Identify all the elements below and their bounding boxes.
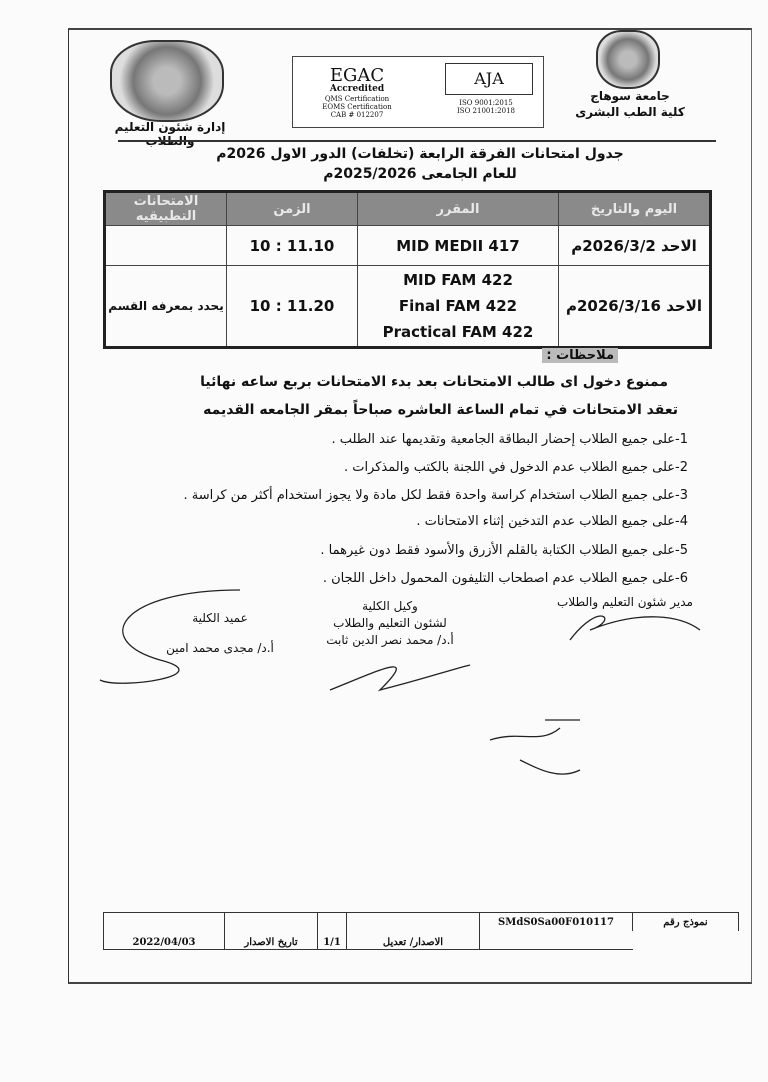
header-practical: الامتحانات التطبيقيه [105, 192, 227, 226]
issue-date: 2022/04/03 [104, 913, 225, 950]
vice-dean-title: وكيل الكلية [362, 599, 418, 613]
egac-line: QMS Certification [324, 95, 390, 103]
note-item: 4-على جميع الطلاب عدم التدخين إثناء الامتحانات . [416, 514, 688, 529]
version-label: الاصدار/ تعديل [347, 913, 480, 950]
form-number-label: نموذج رقم [633, 913, 739, 932]
egac-accredited: Accredited [329, 84, 385, 94]
note-item: 2-على جميع الطلاب عدم الدخول في اللجنة بالكتب والمذكرات . [343, 460, 688, 475]
header-course: المقرر [358, 192, 559, 226]
dean-title: عميد الكلية [192, 611, 248, 625]
department-name: إدارة شئون التعليم [114, 120, 226, 134]
cell-time: 10 : 11.20 [227, 266, 358, 348]
vice-dean-subtitle: لشئون التعليم والطلاب [333, 616, 447, 630]
form-info-table [103, 912, 739, 950]
dean-name: أ.د/ مجدى محمد امين [166, 641, 274, 655]
vice-dean-signature [330, 665, 470, 690]
page-title: جدول امتحانات الفرقة الرابعة (تخلفات) الدور الاول 2026م [216, 146, 624, 162]
cell-practical: يحدد بمعرفه القسم [105, 266, 227, 348]
director-title: مدير شئون التعليم والطلاب [557, 595, 693, 609]
aja-logo: AJA [445, 63, 533, 95]
notes-label: ملاحظات : [542, 348, 618, 363]
note-intro: ممنوع دخول اى طالب الامتحانات بعد بدء الامتحانات بربع ساعه نهائيا [200, 374, 668, 390]
cell-date: الاحد 2026/3/2م [559, 226, 711, 266]
dean-signature [100, 590, 240, 683]
form-number: SMdS0Sa00F010117 [480, 913, 633, 932]
header-date: اليوم والتاريخ [559, 192, 711, 226]
header-time: الزمن [227, 192, 358, 226]
faculty-name: كلية الطب البشرى [575, 105, 685, 119]
egac-logo: EGAC [329, 65, 385, 86]
director-signature [570, 616, 700, 640]
course: MID FAM 422 [403, 271, 513, 289]
cell-date: الاحد 2026/3/16م [559, 266, 711, 348]
note-item: 6-على جميع الطلاب عدم اصطحاب التليفون المحمول داخل اللجان . [322, 571, 688, 586]
course: MID MEDII 417 [396, 236, 520, 255]
aja-line: ISO 9001:2015 [459, 99, 513, 107]
vice-dean-name: أ.د/ محمد نصر الدين ثابت [326, 633, 454, 647]
note-intro: تعقد الامتحانات في تمام الساعة العاشره صباحاً بمقر الجامعه القديمه [203, 402, 678, 418]
aja-line: ISO 21001:2018 [457, 107, 515, 115]
university-name: جامعة سوهاج [590, 89, 670, 103]
page-subtitle: للعام الجامعى 2025/2026م [323, 166, 517, 182]
handwritten-note [490, 720, 580, 774]
note-item: 3-على جميع الطلاب استخدام كراسة واحدة فقط لكل مادة ولا يجوز استخدام أكثر من كراسة . [183, 488, 688, 503]
note-item: 1-على جميع الطلاب إحضار البطاقة الجامعية وتقديمها عند الطلب . [331, 432, 688, 447]
note-item: 5-على جميع الطلاب الكتابة بالقلم الأزرق والأسود فقط دون غيرهما . [320, 543, 688, 558]
egac-line: EOMS Certification [322, 103, 392, 111]
cell-time: 10 : 11.10 [227, 226, 358, 266]
course: Practical FAM 422 [382, 323, 534, 341]
course: Final FAM 422 [398, 297, 518, 315]
egac-line: CAB # 012207 [330, 111, 384, 119]
issue-date-label: تاريخ الاصدار [225, 913, 318, 950]
version-value: 1/1 [318, 913, 347, 950]
